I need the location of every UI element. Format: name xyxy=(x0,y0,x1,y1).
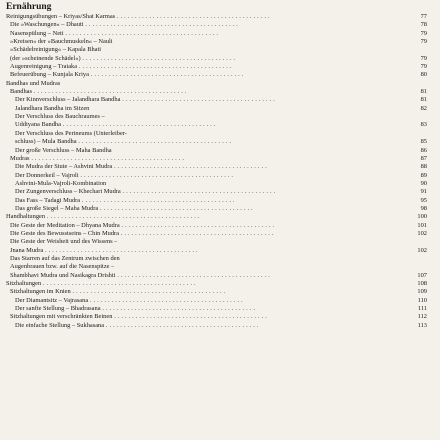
toc-entry-page: 109 xyxy=(417,288,427,296)
toc-entry-page: 89 xyxy=(420,171,427,179)
toc-entry-title: Jalandhara Bandha im Sitzen xyxy=(15,104,90,112)
toc-entry xyxy=(6,121,427,129)
toc-entry-title: Jnana Mudra . . . xyxy=(10,247,198,255)
toc-entry xyxy=(6,171,427,180)
toc-entry-title: Sitzhaltungen . . . xyxy=(6,280,196,288)
toc-entry xyxy=(6,238,424,246)
toc-entry xyxy=(6,13,427,21)
toc-entry-title: schluss) – Mula Bandha . . . xyxy=(15,138,231,146)
toc-entry xyxy=(6,71,427,79)
toc-entry xyxy=(6,280,427,288)
toc-entry xyxy=(6,229,427,238)
toc-entry xyxy=(6,38,427,46)
toc-entry-page: 81 xyxy=(420,88,427,96)
toc-entry-title: Die »Waschungen« – Dhauti . . . xyxy=(10,21,238,29)
toc-entry-title: Sitzhaltungen mit verschränkten Beinen . . . xyxy=(10,313,267,321)
toc-entry-title: Mudras . . . xyxy=(10,155,184,163)
toc-entry xyxy=(6,104,427,113)
toc-entry xyxy=(6,179,427,188)
toc-entry-title: Die Geste der Weisheit und des Wissens – xyxy=(10,238,118,246)
toc-entry xyxy=(6,21,427,29)
toc-entry-title: Die Geste der Meditation – Dhyana Mudra . . . xyxy=(10,222,274,230)
toc-entry-title: Bandhas und Mudras xyxy=(6,79,61,87)
toc-entry xyxy=(6,288,427,296)
toc-entry-title: Befeuerübung – Kunjala Kriya . . . xyxy=(10,71,244,79)
toc-entry-title: (der »scheinende Schädel«) . . . xyxy=(10,55,235,63)
toc-entry xyxy=(6,321,427,330)
toc-entry xyxy=(6,146,427,155)
toc-entry xyxy=(6,29,427,38)
toc-entry-page: 113 xyxy=(417,321,427,329)
toc-entry xyxy=(6,271,427,280)
toc-entry-page: 107 xyxy=(417,271,427,279)
toc-entry xyxy=(6,130,424,138)
toc-entry-title: Das große Siegel – Maha Mudra . . . xyxy=(15,205,253,213)
toc-entry-title: Reinigungsübungen – Kriyas/Shat Karmas . . . xyxy=(6,13,270,21)
toc-entry-title: Die Geste des Bewusstseins – Chin Mudra . . . xyxy=(10,230,274,238)
toc-entry xyxy=(6,296,427,305)
toc-entry-title: Sitzhaltungen im Knien . . . xyxy=(10,288,225,296)
toc-entry-page: 80 xyxy=(420,71,427,79)
toc-entry-page: 79 xyxy=(420,38,427,46)
toc-entry xyxy=(6,305,427,313)
toc-entry xyxy=(6,154,427,163)
toc-entry-page: 102 xyxy=(417,229,427,237)
toc-entry xyxy=(6,138,427,146)
toc-entry-title: Der Verschluss des Bauchraumes – xyxy=(15,113,105,121)
toc-entry-title: Augenreinigung – Trataka . . . xyxy=(10,63,232,71)
toc-entry-page: 83 xyxy=(420,121,427,129)
toc-entry-page: 108 xyxy=(417,280,427,287)
toc-entry-title: Der sanfte Stellung – Bhadrasana . . . xyxy=(15,305,255,313)
toc-entry-page: 81 xyxy=(420,96,427,104)
toc-entry-title: »Kreisen« der »Bauchmuskeln« – Nauli xyxy=(10,38,113,46)
toc-entry-title: Augenbrauen bzw. auf die Nasenspitze – xyxy=(10,263,115,271)
toc-entry xyxy=(6,263,424,271)
toc-entry xyxy=(6,80,424,88)
toc-entry-page: 95 xyxy=(420,196,427,204)
toc-entry-title: Ashvini-Mula-Vajroli-Kombination xyxy=(15,179,107,187)
toc-list xyxy=(6,13,427,330)
toc-entry xyxy=(6,313,427,321)
toc-entry-title: Die einfache Stellung – Sukhasana . . . xyxy=(15,322,259,330)
section-heading: Ernährung xyxy=(6,2,52,12)
toc-entry-title: Das Starren auf das Zentrum zwischen den xyxy=(10,254,120,262)
toc-entry xyxy=(6,54,427,63)
toc-entry xyxy=(6,96,427,104)
toc-entry xyxy=(6,188,427,196)
toc-entry xyxy=(6,46,424,54)
toc-entry xyxy=(6,196,427,205)
toc-entry-page: 87 xyxy=(420,154,427,162)
toc-entry xyxy=(6,213,427,221)
toc-entry-page: 100 xyxy=(417,213,427,221)
toc-entry-title: Der Zungenverschluss – Khechari Mudra . . . xyxy=(15,188,275,196)
toc-entry xyxy=(6,255,424,263)
toc-entry-page: 77 xyxy=(420,13,427,20)
toc-entry-title: »Schädelreinigung« – Kapala Bhati xyxy=(10,46,102,54)
toc-entry xyxy=(6,63,427,71)
toc-entry xyxy=(6,88,427,96)
toc-entry-page: 82 xyxy=(420,104,427,112)
toc-entry-title: Handhaltungen . . . xyxy=(6,213,200,221)
toc-entry-page: 101 xyxy=(417,221,427,229)
toc-entry-page: 85 xyxy=(420,138,427,146)
toc-entry-page: 102 xyxy=(417,246,427,254)
toc-entry-page: 111 xyxy=(417,305,427,313)
toc-entry xyxy=(6,221,427,230)
toc-entry-page: 86 xyxy=(420,146,427,154)
toc-entry xyxy=(6,113,424,121)
toc-entry-title: Der Verschluss des Perineums (Unterleiber- xyxy=(15,129,127,137)
toc-entry-title: Nasenspülung – Neti . . . xyxy=(10,30,218,38)
toc-entry-page: 88 xyxy=(420,163,427,171)
toc-entry-title: Der Donnerkeil – Vajroli . . . xyxy=(15,172,233,180)
toc-entry-title: Der große Verschluss – Maha Bandha xyxy=(15,146,112,154)
toc-entry-page: 79 xyxy=(420,63,427,71)
toc-entry-page: 79 xyxy=(420,29,427,37)
toc-entry-page: 98 xyxy=(420,204,427,212)
toc-entry xyxy=(6,204,427,213)
toc-entry-page: 91 xyxy=(420,188,427,196)
toc-entry-title: Shambhavi Mudra und Nasikagra Drishti . . . xyxy=(10,272,270,280)
toc-entry-title: Der Diamantsitz – Vajrasana . . . xyxy=(15,297,243,305)
toc-entry-title: Bandhas . . . xyxy=(10,88,187,96)
toc-entry-page: 112 xyxy=(417,313,427,321)
toc-entry-title: Die Mudra der Stute – Ashvini Mudra . . . xyxy=(15,163,267,171)
toc-entry-page: 90 xyxy=(420,179,427,187)
toc-entry-page: 79 xyxy=(420,54,427,62)
toc-entry xyxy=(6,163,427,171)
toc-entry-page: 110 xyxy=(417,296,427,304)
toc-entry-title: Der Kinnverschluss – Jalandhara Bandha . . . xyxy=(15,96,275,104)
toc-entry-title: Uddiyana Bandha . . . xyxy=(15,121,216,129)
toc-entry-title: Das Fass – Tadagi Mudra . . . xyxy=(15,197,235,205)
toc-entry-page: 78 xyxy=(420,21,427,29)
toc-entry xyxy=(6,246,427,255)
